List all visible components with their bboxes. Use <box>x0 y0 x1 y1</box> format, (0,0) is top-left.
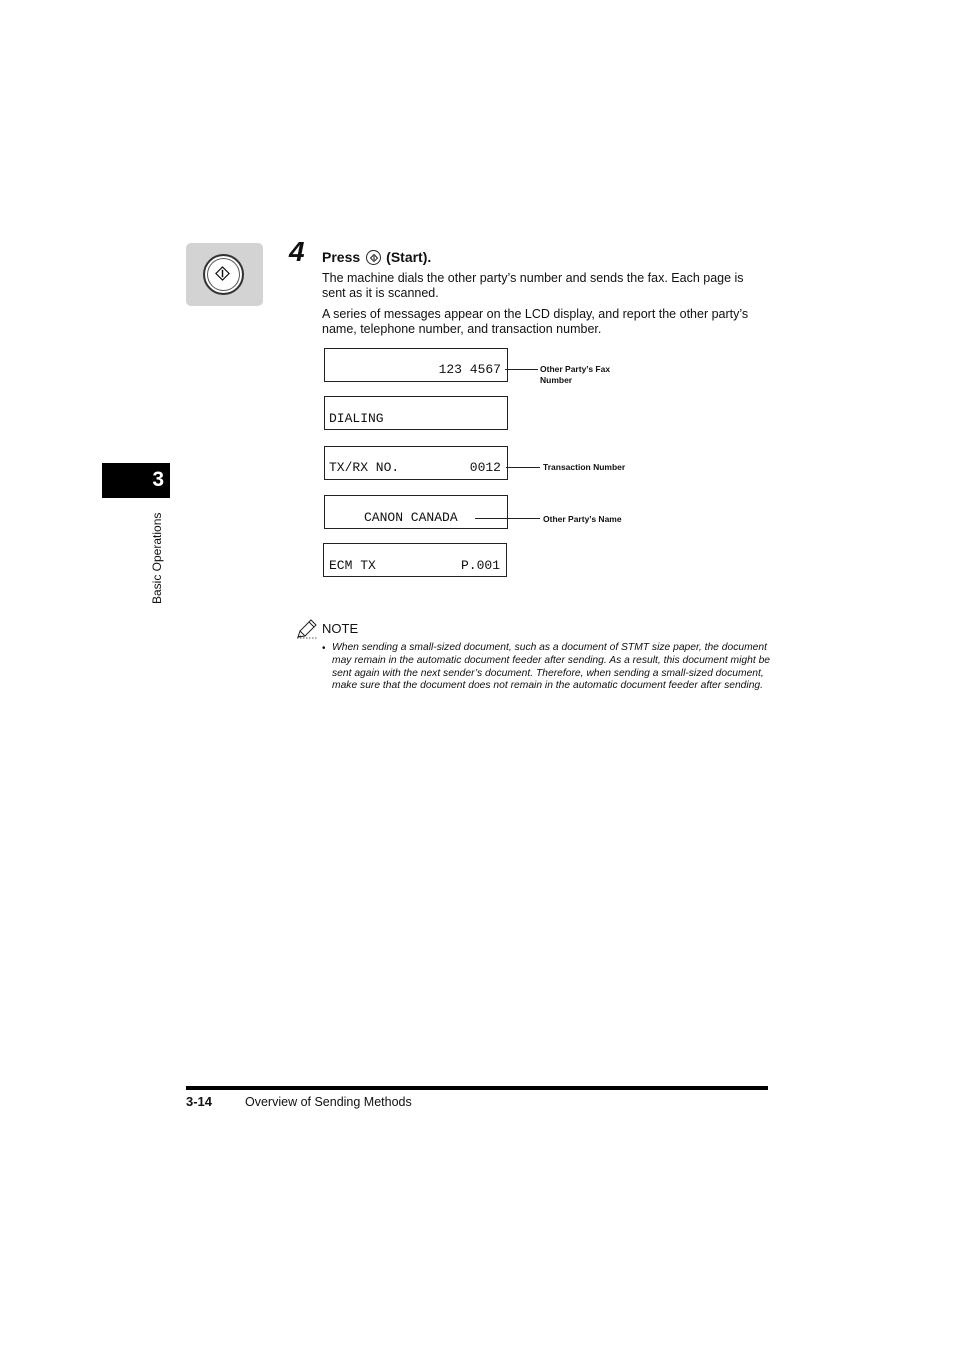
start-key-icon <box>215 266 230 281</box>
note-bullet: • <box>322 643 326 654</box>
lcd-display <box>324 495 508 529</box>
lcd-display <box>324 446 508 480</box>
pencil-note-icon <box>296 619 318 639</box>
start-key-inline <box>366 250 381 265</box>
callout-party-name: Other Party’s Name <box>543 514 622 524</box>
note-item: When sending a small-sized document, such as a document of STMT size paper, the document may remain in the automatic document feeder after sending. As a result, this document might be sent again with the next sender’s document. Therefore, when sending a small-sized document, make sure that the document does not remain in the automatic document feeder after sending. <box>332 642 771 692</box>
step-number: 4 <box>289 236 305 267</box>
chapter-number: 3 <box>152 468 164 491</box>
lcd-text-left: TX/RX NO. <box>329 460 400 475</box>
chapter-title: Basic Operations <box>150 512 164 604</box>
lcd-text-right: 0012 <box>469 460 501 475</box>
callout-line <box>505 369 538 370</box>
lcd-text-left: CANON CANADA <box>364 510 458 525</box>
start-key-button <box>203 254 244 295</box>
lcd-display <box>324 396 508 430</box>
step-heading <box>322 248 431 266</box>
note-label: NOTE <box>322 621 359 636</box>
lcd-text-left: ECM TX <box>329 558 376 573</box>
start-key-icon <box>370 254 378 262</box>
step-paragraph: The machine dials the other party’s number and sends the fax. Each page is sent as it is scanned. <box>322 271 744 300</box>
lcd-display <box>324 348 508 382</box>
callout-line <box>475 518 540 519</box>
step-paragraph: A series of messages appear on the LCD display, and report the other party’s name, telephone number, and transaction number. <box>322 307 749 336</box>
footer-rule <box>186 1086 768 1090</box>
lcd-text-right: P.001 <box>460 558 500 573</box>
callout-fax-number: Other Party’s Fax Number <box>540 364 611 385</box>
lcd-display <box>323 543 507 577</box>
lcd-text-right: 123 4567 <box>438 362 501 377</box>
lcd-text-left: DIALING <box>329 411 384 426</box>
start-key-illustration <box>186 243 263 306</box>
chapter-tab <box>102 463 170 498</box>
page-number: 3-14 <box>186 1094 213 1109</box>
step-heading-prefix: Press <box>322 249 361 265</box>
callout-transaction-number: Transaction Number <box>543 462 626 472</box>
section-title: Overview of Sending Methods <box>245 1095 412 1109</box>
step-heading-suffix: (Start). <box>386 249 432 265</box>
callout-line <box>506 467 540 468</box>
